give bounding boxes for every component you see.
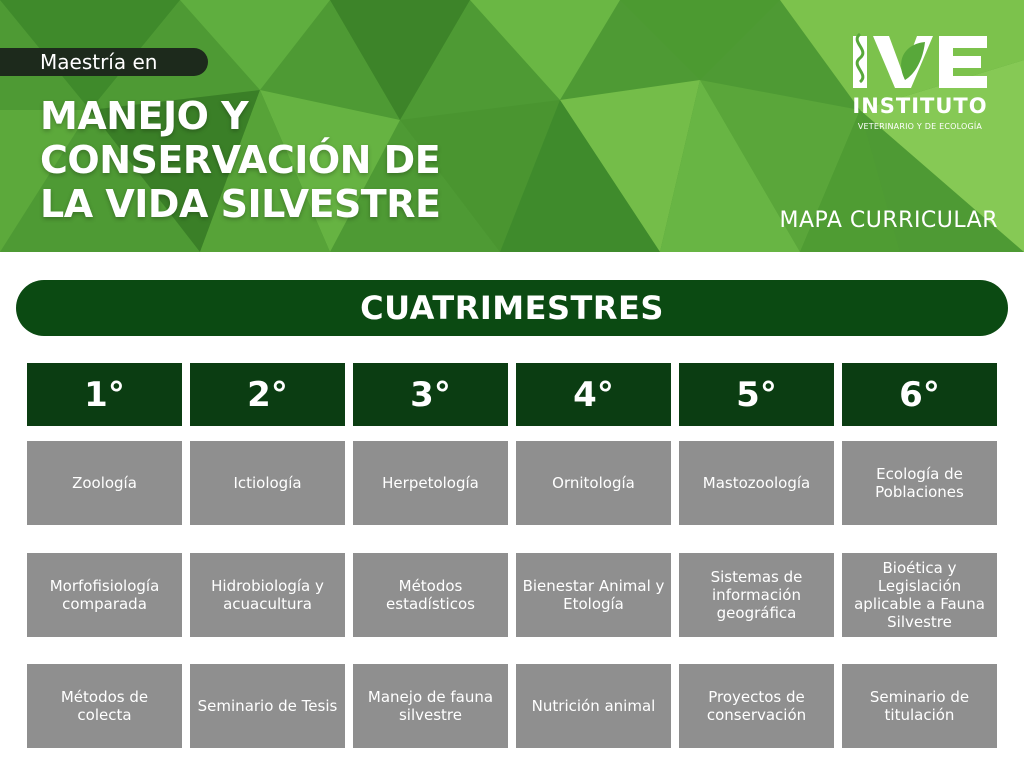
course-cell: Seminario de Tesis: [190, 664, 345, 748]
course-cell: Seminario de titulación: [842, 664, 997, 748]
term-header: 3°: [353, 363, 508, 426]
term-header: 1°: [27, 363, 182, 426]
course-cell: Manejo de fauna silvestre: [353, 664, 508, 748]
course-cell: Bioética y Legislación aplicable a Fauna Silvestre: [842, 553, 997, 637]
program-type-label: Maestría en: [0, 48, 208, 76]
program-title-line: MANEJO Y: [40, 94, 249, 138]
program-title-line: CONSERVACIÓN DE: [40, 138, 441, 182]
institute-logo: [845, 30, 995, 140]
course-cell: Proyectos de conservación: [679, 664, 834, 748]
term-header: 2°: [190, 363, 345, 426]
term-header: 4°: [516, 363, 671, 426]
term-header: 5°: [679, 363, 834, 426]
course-cell: Herpetología: [353, 441, 508, 525]
curriculum-map-label: MAPA CURRICULAR: [779, 208, 998, 233]
term-header: 6°: [842, 363, 997, 426]
course-cell: Métodos estadísticos: [353, 553, 508, 637]
section-title-bar: CUATRIMESTRES: [16, 280, 1008, 336]
course-cell: Métodos de colecta: [27, 664, 182, 748]
course-cell: Mastozoología: [679, 441, 834, 525]
course-cell: Ecología de Poblaciones: [842, 441, 997, 525]
course-cell: Ornitología: [516, 441, 671, 525]
header-banner: [0, 0, 1024, 252]
logo-wordmark: INSTITUTO: [852, 94, 988, 118]
course-cell: Nutrición animal: [516, 664, 671, 748]
program-title: [40, 94, 510, 226]
logo-subtitle: VETERINARIO Y DE ECOLOGÍA: [857, 122, 983, 131]
course-cell: Hidrobiología y acuacultura: [190, 553, 345, 637]
ive-logo-mark-icon: [845, 30, 995, 94]
course-cell: Ictiología: [190, 441, 345, 525]
course-cell: Bienestar Animal y Etología: [516, 553, 671, 637]
course-cell: Zoología: [27, 441, 182, 525]
course-cell: Morfofisiología comparada: [27, 553, 182, 637]
program-title-line: LA VIDA SILVESTRE: [40, 182, 441, 226]
course-cell: Sistemas de información geográfica: [679, 553, 834, 637]
